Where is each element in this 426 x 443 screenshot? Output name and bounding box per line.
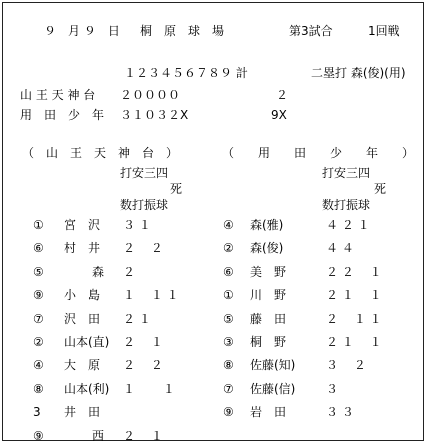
innings-header: １２３４５６７８９ 計 (124, 66, 248, 80)
player-name: 大 原 (64, 358, 101, 372)
stat-header-row2: 死 (374, 182, 387, 196)
player-stats: ２ １ １ (326, 335, 382, 349)
player-name: 小 島 (64, 288, 101, 302)
player-position: ⑨ (33, 429, 44, 443)
stat-header-row1: 打安三四 (322, 166, 371, 180)
player-position: ⑥ (223, 265, 234, 279)
player-stats: ２ １ (123, 335, 163, 349)
player-name: 宮 沢 (64, 218, 101, 232)
linescore-team-innings: ３１０３２X (120, 108, 189, 122)
player-stats: ３ ３ (326, 405, 354, 419)
round-label: 1回戦 (368, 24, 400, 38)
boxscore-left-team: （ 山 王 天 神 台 ） (22, 146, 179, 160)
player-stats: ３ (326, 382, 339, 396)
player-name: 山本(直) (64, 335, 110, 349)
player-position: ⑥ (33, 241, 44, 255)
player-position: 3 (33, 405, 41, 419)
player-stats: １ １ (123, 382, 175, 396)
player-stats: ２ ２ (123, 241, 163, 255)
game-number: 第3試合 (289, 24, 333, 38)
player-name: 藤 田 (250, 312, 287, 326)
player-stats: ４ ２ １ (326, 218, 370, 232)
player-name: 村 井 (64, 241, 101, 255)
player-name: 岩 田 (250, 405, 287, 419)
player-position: ② (223, 241, 234, 255)
player-position: ⑧ (223, 358, 234, 372)
stat-header-row3: 数打振球 (322, 198, 371, 212)
player-name: 井 田 (64, 405, 101, 419)
player-name: 森 (92, 265, 105, 279)
player-name: 川 野 (250, 288, 287, 302)
linescore-team-name: 用 田 少 年 (20, 108, 105, 122)
linescore-team-innings: ２００００ (120, 88, 181, 102)
player-stats: ２ １ (123, 429, 163, 443)
game-date: ９ 月 ９ 日 (44, 24, 120, 38)
player-name: 佐藤(知) (250, 358, 296, 372)
player-name: 山本(利) (64, 382, 110, 396)
player-stats: ２ (123, 265, 136, 279)
player-name: 西 (92, 429, 105, 443)
player-position: ⑦ (223, 382, 234, 396)
stat-header-row1: 打安三四 (120, 166, 169, 180)
player-position: ④ (223, 218, 234, 232)
player-position: ⑤ (223, 312, 234, 326)
player-position: ⑦ (33, 312, 44, 326)
player-position: ② (33, 335, 44, 349)
player-position: ① (33, 218, 44, 232)
stat-header-row3: 数打振球 (120, 198, 169, 212)
player-name: 沢 田 (64, 312, 101, 326)
player-name: 森(雅) (250, 218, 284, 232)
player-position: ⑤ (33, 265, 44, 279)
player-stats: ２ １ (123, 312, 151, 326)
boxscore-right-team: （ 用 田 少 年 ） (222, 146, 415, 160)
linescore-team-total: 9X (271, 108, 287, 122)
linescore-team-total: ２ (276, 88, 289, 102)
player-stats: ３ １ (123, 218, 151, 232)
player-position: ④ (33, 358, 44, 372)
player-stats: ２ １ １ (326, 288, 382, 302)
player-stats: ４ ４ (326, 241, 354, 255)
player-stats: １ １ １ (123, 288, 179, 302)
player-stats: ２ ２ １ (326, 265, 382, 279)
stat-header-row2: 死 (170, 182, 183, 196)
linescore-notes: 二塁打 森(俊)(用) (311, 66, 406, 80)
player-position: ③ (223, 335, 234, 349)
linescore-team-name: 山 王 天 神 台 (20, 88, 96, 102)
player-position: ⑨ (223, 405, 234, 419)
venue-name: 桐 原 球 場 (140, 24, 225, 38)
player-name: 桐 野 (250, 335, 287, 349)
player-position: ① (223, 288, 234, 302)
player-stats: ３ ２ (326, 358, 366, 372)
player-stats: ２ １ １ (326, 312, 382, 326)
player-stats: ２ ２ (123, 358, 163, 372)
player-position: ⑧ (33, 382, 44, 396)
player-name: 美 野 (250, 265, 287, 279)
player-name: 佐藤(信) (250, 382, 296, 396)
player-position: ⑨ (33, 288, 44, 302)
player-name: 森(俊) (250, 241, 284, 255)
